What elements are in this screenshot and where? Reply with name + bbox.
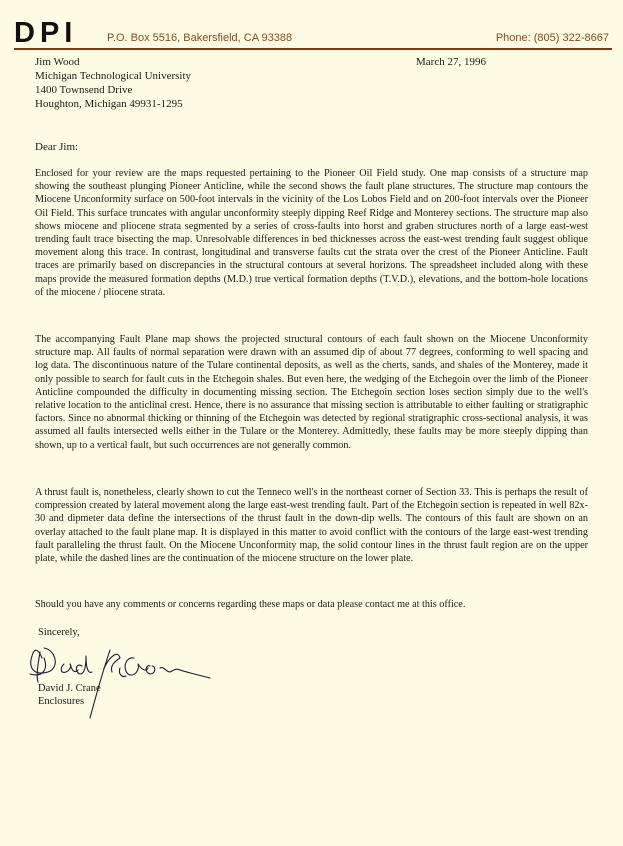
letter-date: March 27, 1996	[416, 56, 486, 68]
recipient-block	[35, 55, 191, 111]
recipient-city: Houghton, Michigan 49931-1295	[35, 98, 183, 110]
company-phone: Phone: (805) 322-8667	[495, 32, 609, 44]
recipient-organization: Michigan Technological University	[35, 70, 192, 82]
recipient-name: Jim Wood	[35, 56, 80, 68]
salutation: Dear Jim:	[35, 141, 79, 153]
company-address: P.O. Box 5516, Bakersfield, CA 93388	[107, 32, 293, 44]
signer-name: David J. Crane	[38, 683, 101, 694]
body-paragraph-2: The accompanying Fault Plane map shows the projected structural contours of each fault shown on the Miocene Unconformity structure map. All faults of normal separation were drawn with an assumed dip of about 77 degrees, conforming to well spacing and log data. The discontinuous nature of the Tulare continental deposits, as well as the cherts, sands, and shales of the Monterey, made it only possible to search for fault cuts in the Etchegoin shales. But even here, the wedging of the Etchegoin over the limb of the Pioneer Anticline compounded the difficulty in documenting missing section. The Etchegoin section loses section simply due to the well's relative location to the anticlinal crest. Hence, there is no assurance that missing section is attributable to either faulting or stratigraphic factors. Since no abnormal thicking or thinning of the Etchegoin was detected by regional stratigraphic cross-sectional analysis, it was assumed all faults intersected wells either in the Tulare or the Monterey. Admittedly, these faults may be more steeply dipping than shown, up to a vertical fault, but such occurrences are not generally common.	[35, 334, 588, 451]
body-paragraph-4: Should you have any comments or concerns regarding these maps or data please contact me at this office.	[35, 599, 466, 610]
company-logo: DPI	[14, 17, 78, 49]
enclosures-note: Enclosures	[38, 696, 85, 707]
body-paragraph-1: Enclosed for your review are the maps requested pertaining to the Pioneer Oil Field study. One map consists of a structure map showing the southeast plunging Pioneer Anticline, while the second shows the fault plane structures. The structure map contours the Miocene Unconformity surface on 500-foot intervals in the vicinity of the Los Lobos Field and on 200-foot intervals over the Pioneer Oil Field. This surface truncates with angular unconformity steeply dipping Reef Ridge and Monterey sections. The structure map also shows miocene and pliocene strata segmented by a series of cross-faults into horst and graben structures north of a large east-west trending fault trace bisecting the map. Unresolvable differences in bed thicknesses across the east-west trending fault suggest oblique movement along this trace. In contrast, longitudinal and transverse faults cut the strata over the crest of the Pioneer Anticline. Fault traces are primarily based on discrepancies in the structural contours at several horizons. The spreadsheet included along with these maps provide the measured formation depths (M.D.) true vertical formation depths (T.V.D.), elevations, and the bottom-hole locations of the miocene / pliocene strata.	[35, 168, 588, 298]
handwritten-signature	[14, 628, 224, 724]
recipient-street: 1400 Townsend Drive	[35, 84, 133, 96]
closing: Sincerely,	[38, 627, 80, 638]
letterhead	[14, 14, 612, 50]
body-paragraph-3: A thrust fault is, nonetheless, clearly shown to cut the Tenneco well's in the northeast corner of Section 33. This is perhaps the result of compression created by lateral movement along the large east-west trending fault. Part of the Etchegoin section is repeated in well 82x-30 and dipmeter data define the intersections of the thrust fault in the down-dip wells. The contours of this fault are shown on an overlay attached to the fault plane map. It is displayed in this matter to avoid conflict with the contours of the large east-west trending fault paralleling the thrust fault. On the Miocene Unconformity map, the solid contour lines in the thrust fault region are on the upper plate, while the dashed lines are the continuation of the miocene structure on the lower plate.	[35, 487, 588, 565]
